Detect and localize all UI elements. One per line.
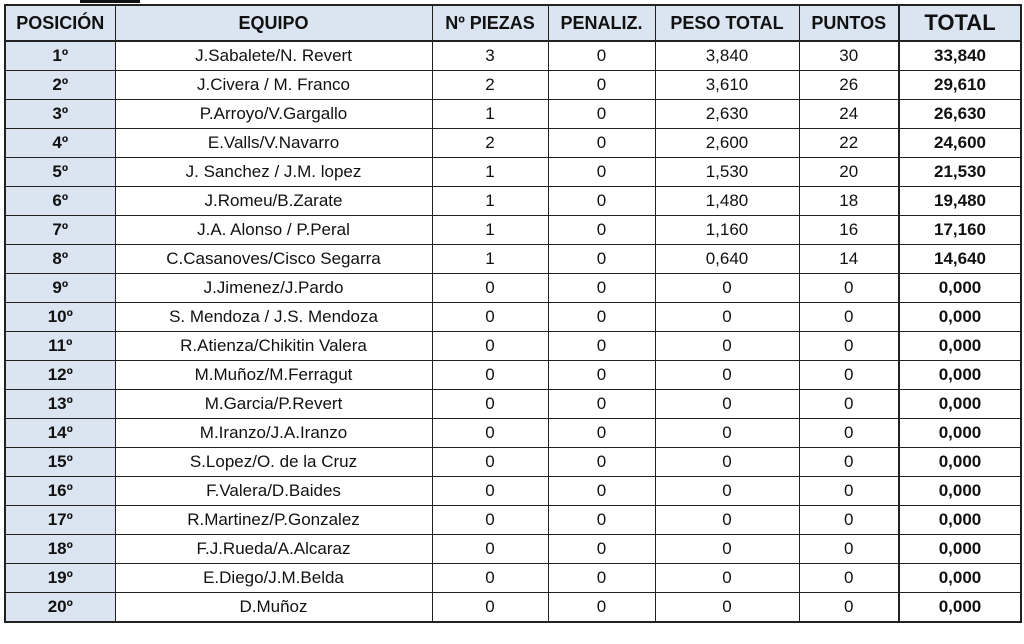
cell-penalty: 0 — [548, 535, 655, 564]
cell-total: 29,610 — [899, 71, 1021, 100]
table-row — [5, 477, 1021, 506]
header-total: TOTAL — [899, 5, 1021, 41]
cell-position: 6º — [5, 187, 115, 216]
cell-penalty: 0 — [548, 332, 655, 361]
cell-pieces: 0 — [432, 477, 548, 506]
cell-team: M.Iranzo/J.A.Iranzo — [115, 419, 432, 448]
cell-pieces: 1 — [432, 158, 548, 187]
table-row — [5, 564, 1021, 593]
cell-pieces: 0 — [432, 564, 548, 593]
table-row — [5, 41, 1021, 71]
standings-table — [4, 4, 1022, 623]
cell-penalty: 0 — [548, 477, 655, 506]
table-row — [5, 593, 1021, 623]
cell-total: 0,000 — [899, 419, 1021, 448]
cell-total: 0,000 — [899, 303, 1021, 332]
cell-position: 15º — [5, 448, 115, 477]
cell-position: 19º — [5, 564, 115, 593]
cell-position: 7º — [5, 216, 115, 245]
cell-penalty: 0 — [548, 506, 655, 535]
table-row — [5, 506, 1021, 535]
cell-pieces: 2 — [432, 129, 548, 158]
cell-pieces: 0 — [432, 593, 548, 623]
cell-position: 16º — [5, 477, 115, 506]
cell-points: 0 — [799, 390, 899, 419]
cell-total: 0,000 — [899, 448, 1021, 477]
cell-total: 0,000 — [899, 506, 1021, 535]
cell-position: 5º — [5, 158, 115, 187]
cell-position: 20º — [5, 593, 115, 623]
cell-pieces: 1 — [432, 216, 548, 245]
cell-team: R.Atienza/Chikitin Valera — [115, 332, 432, 361]
cell-penalty: 0 — [548, 303, 655, 332]
cell-position: 1º — [5, 41, 115, 71]
table-row — [5, 187, 1021, 216]
table-row — [5, 361, 1021, 390]
cell-pieces: 0 — [432, 361, 548, 390]
cell-total-weight: 0,640 — [655, 245, 799, 274]
cell-pieces: 0 — [432, 419, 548, 448]
cell-penalty: 0 — [548, 100, 655, 129]
cell-total-weight: 0 — [655, 332, 799, 361]
cell-position: 17º — [5, 506, 115, 535]
cell-position: 13º — [5, 390, 115, 419]
cell-pieces: 0 — [432, 390, 548, 419]
cell-pieces: 0 — [432, 506, 548, 535]
cell-penalty: 0 — [548, 390, 655, 419]
cell-penalty: 0 — [548, 41, 655, 71]
table-row — [5, 274, 1021, 303]
cell-total: 0,000 — [899, 361, 1021, 390]
cell-points: 30 — [799, 41, 899, 71]
header-team: EQUIPO — [115, 5, 432, 41]
top-underline-mark — [80, 0, 140, 3]
cell-penalty: 0 — [548, 129, 655, 158]
cell-team: D.Muñoz — [115, 593, 432, 623]
table-row — [5, 535, 1021, 564]
cell-total: 0,000 — [899, 332, 1021, 361]
cell-points: 20 — [799, 158, 899, 187]
cell-penalty: 0 — [548, 245, 655, 274]
table-row — [5, 303, 1021, 332]
cell-team: J.Sabalete/N. Revert — [115, 41, 432, 71]
cell-points: 0 — [799, 361, 899, 390]
cell-team: R.Martinez/P.Gonzalez — [115, 506, 432, 535]
cell-position: 12º — [5, 361, 115, 390]
cell-total-weight: 2,600 — [655, 129, 799, 158]
cell-total: 14,640 — [899, 245, 1021, 274]
cell-pieces: 0 — [432, 448, 548, 477]
cell-points: 0 — [799, 303, 899, 332]
cell-total: 21,530 — [899, 158, 1021, 187]
cell-position: 18º — [5, 535, 115, 564]
cell-penalty: 0 — [548, 361, 655, 390]
cell-total: 0,000 — [899, 477, 1021, 506]
cell-position: 10º — [5, 303, 115, 332]
cell-pieces: 0 — [432, 274, 548, 303]
cell-pieces: 2 — [432, 71, 548, 100]
cell-total-weight: 0 — [655, 506, 799, 535]
cell-penalty: 0 — [548, 71, 655, 100]
cell-total-weight: 2,630 — [655, 100, 799, 129]
table-row — [5, 129, 1021, 158]
cell-position: 11º — [5, 332, 115, 361]
cell-total-weight: 0 — [655, 448, 799, 477]
cell-total-weight: 0 — [655, 303, 799, 332]
cell-total: 0,000 — [899, 535, 1021, 564]
cell-total-weight: 0 — [655, 361, 799, 390]
cell-total: 17,160 — [899, 216, 1021, 245]
cell-penalty: 0 — [548, 216, 655, 245]
cell-points: 0 — [799, 419, 899, 448]
cell-penalty: 0 — [548, 187, 655, 216]
cell-position: 2º — [5, 71, 115, 100]
cell-team: M.Muñoz/M.Ferragut — [115, 361, 432, 390]
cell-team: C.Casanoves/Cisco Segarra — [115, 245, 432, 274]
cell-pieces: 0 — [432, 332, 548, 361]
cell-position: 14º — [5, 419, 115, 448]
cell-penalty: 0 — [548, 593, 655, 623]
cell-pieces: 0 — [432, 303, 548, 332]
cell-total-weight: 1,480 — [655, 187, 799, 216]
cell-team: P.Arroyo/V.Gargallo — [115, 100, 432, 129]
cell-pieces: 1 — [432, 187, 548, 216]
cell-total: 0,000 — [899, 390, 1021, 419]
cell-team: E.Valls/V.Navarro — [115, 129, 432, 158]
table-body — [5, 41, 1021, 622]
cell-total: 0,000 — [899, 593, 1021, 623]
cell-team: F.J.Rueda/A.Alcaraz — [115, 535, 432, 564]
table-header — [5, 5, 1021, 41]
cell-position: 9º — [5, 274, 115, 303]
cell-total-weight: 0 — [655, 419, 799, 448]
header-row — [5, 5, 1021, 41]
header-total-weight: PESO TOTAL — [655, 5, 799, 41]
header-position: POSICIÓN — [5, 5, 115, 41]
cell-team: J.Jimenez/J.Pardo — [115, 274, 432, 303]
cell-penalty: 0 — [548, 564, 655, 593]
table-row — [5, 448, 1021, 477]
cell-total-weight: 0 — [655, 274, 799, 303]
table-row — [5, 245, 1021, 274]
cell-team: S. Mendoza / J.S. Mendoza — [115, 303, 432, 332]
cell-pieces: 1 — [432, 245, 548, 274]
cell-total-weight: 0 — [655, 477, 799, 506]
cell-position: 3º — [5, 100, 115, 129]
cell-total-weight: 0 — [655, 390, 799, 419]
cell-total-weight: 0 — [655, 535, 799, 564]
cell-points: 0 — [799, 535, 899, 564]
cell-penalty: 0 — [548, 419, 655, 448]
table-row — [5, 419, 1021, 448]
cell-total: 33,840 — [899, 41, 1021, 71]
cell-team: J. Sanchez / J.M. lopez — [115, 158, 432, 187]
table-row — [5, 100, 1021, 129]
cell-total-weight: 1,530 — [655, 158, 799, 187]
cell-total: 0,000 — [899, 564, 1021, 593]
cell-points: 14 — [799, 245, 899, 274]
cell-total: 24,600 — [899, 129, 1021, 158]
cell-position: 8º — [5, 245, 115, 274]
cell-points: 0 — [799, 593, 899, 623]
cell-penalty: 0 — [548, 274, 655, 303]
cell-penalty: 0 — [548, 158, 655, 187]
table-row — [5, 332, 1021, 361]
cell-total-weight: 0 — [655, 564, 799, 593]
cell-points: 0 — [799, 332, 899, 361]
table-row — [5, 158, 1021, 187]
header-pieces: Nº PIEZAS — [432, 5, 548, 41]
cell-total: 19,480 — [899, 187, 1021, 216]
table-row — [5, 71, 1021, 100]
cell-total-weight: 3,840 — [655, 41, 799, 71]
cell-penalty: 0 — [548, 448, 655, 477]
cell-points: 22 — [799, 129, 899, 158]
cell-points: 0 — [799, 564, 899, 593]
cell-points: 18 — [799, 187, 899, 216]
cell-team: E.Diego/J.M.Belda — [115, 564, 432, 593]
cell-team: M.Garcia/P.Revert — [115, 390, 432, 419]
cell-pieces: 0 — [432, 535, 548, 564]
cell-points: 26 — [799, 71, 899, 100]
cell-points: 0 — [799, 448, 899, 477]
cell-position: 4º — [5, 129, 115, 158]
cell-team: J.Romeu/B.Zarate — [115, 187, 432, 216]
cell-points: 0 — [799, 506, 899, 535]
cell-points: 24 — [799, 100, 899, 129]
header-penalty: PENALIZ. — [548, 5, 655, 41]
cell-total-weight: 1,160 — [655, 216, 799, 245]
cell-total: 26,630 — [899, 100, 1021, 129]
cell-points: 0 — [799, 274, 899, 303]
table-row — [5, 390, 1021, 419]
cell-points: 0 — [799, 477, 899, 506]
cell-team: F.Valera/D.Baides — [115, 477, 432, 506]
cell-total-weight: 0 — [655, 593, 799, 623]
cell-total: 0,000 — [899, 274, 1021, 303]
cell-pieces: 1 — [432, 100, 548, 129]
header-points: PUNTOS — [799, 5, 899, 41]
cell-points: 16 — [799, 216, 899, 245]
cell-pieces: 3 — [432, 41, 548, 71]
table-row — [5, 216, 1021, 245]
cell-team: J.Civera / M. Franco — [115, 71, 432, 100]
cell-total-weight: 3,610 — [655, 71, 799, 100]
cell-team: J.A. Alonso / P.Peral — [115, 216, 432, 245]
cell-team: S.Lopez/O. de la Cruz — [115, 448, 432, 477]
